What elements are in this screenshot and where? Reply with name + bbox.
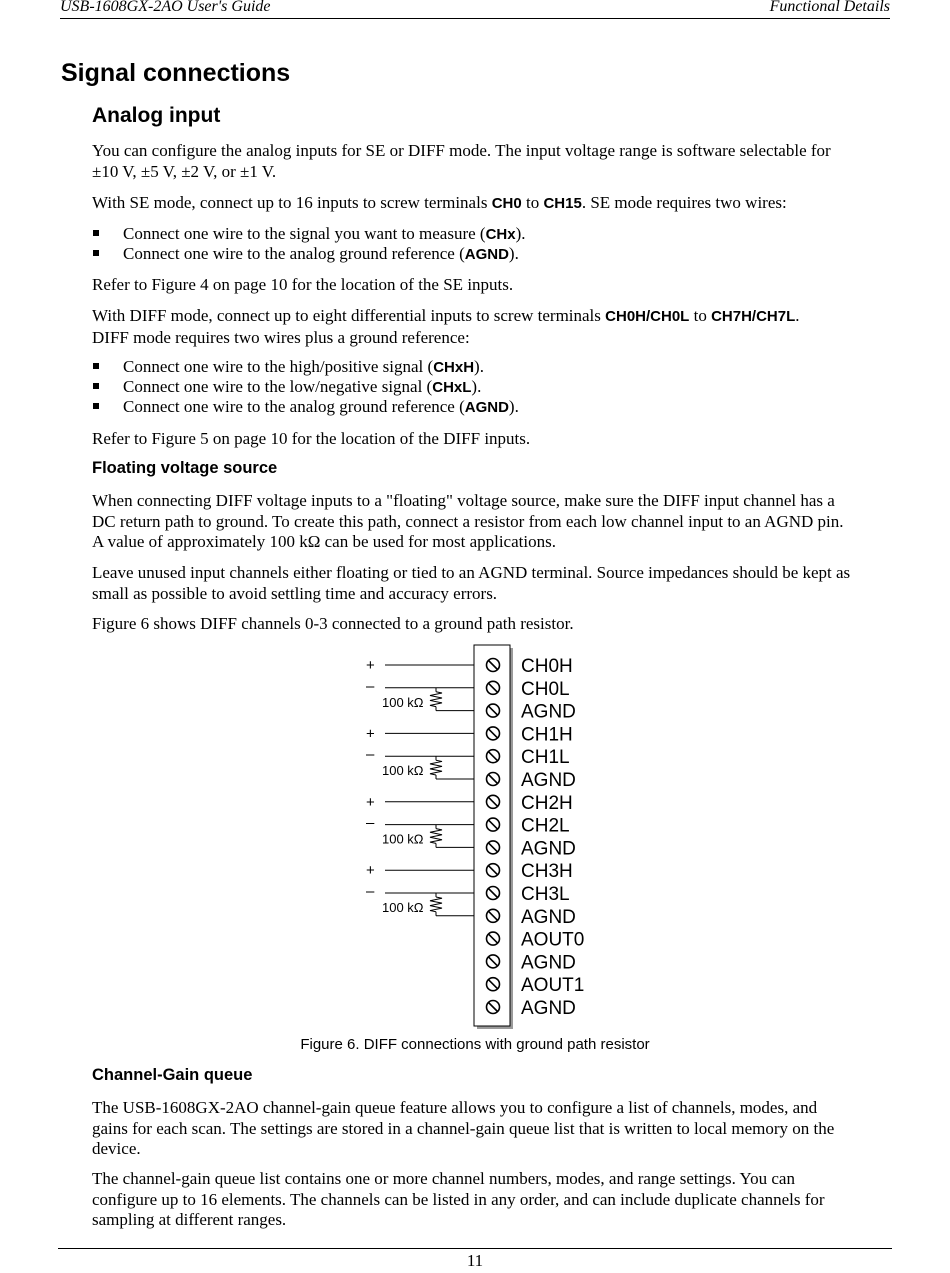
running-header-title: USB-1608GX-2AO User's Guide (60, 0, 271, 15)
floating-paragraph-3: Figure 6 shows DIFF channels 0-3 connected to a ground path resistor. (92, 614, 574, 633)
bullet-square-icon (93, 230, 99, 236)
subsection-title-analog-input: Analog input (92, 104, 221, 127)
bullet-text: Connect one wire to the low/negative signal ( (123, 377, 433, 396)
queue-paragraph-1 (92, 1098, 892, 1160)
text-line: A value of approximately 100 kΩ can be used for most applications. (92, 532, 556, 551)
subsection-title-channel-gain-queue: Channel-Gain queue (92, 1066, 253, 1084)
bullet-square-icon (93, 250, 99, 256)
terminal-label: AGND (521, 701, 576, 723)
bullet-text: Connect one wire to the high/positive signal ( (123, 357, 434, 376)
text-line: ±10 V, ±5 V, ±2 V, or ±1 V. (92, 161, 277, 181)
terminal-label: AOUT1 (521, 975, 585, 997)
bullet-bold: CHx (485, 226, 516, 243)
section-title: Signal connections (61, 59, 291, 87)
bullet-square-icon (93, 403, 99, 409)
resistor-symbol (430, 897, 442, 912)
text-line: Leave unused input channels either floating or tied to an AGND terminal. Source impedances should be kept as (92, 563, 851, 582)
running-header-section: Functional Details (769, 0, 890, 15)
text-line: You can configure the analog inputs for SE or DIFF mode. The input voltage range is software selectable for (92, 141, 831, 160)
terminal-ref: CH0H/CH0L (605, 308, 690, 325)
bullet-bold: AGND (464, 399, 509, 416)
diff-bullet (92, 377, 481, 398)
plus-sign: + (366, 657, 375, 674)
text-line: configure up to 16 elements. The channels can be listed in any order, and can include duplicate channels for (92, 1189, 825, 1209)
resistor-label: 100 kΩ (382, 831, 424, 847)
text-run: to (689, 306, 712, 325)
bullet-end: ). (474, 357, 484, 376)
bullet-end: ). (508, 244, 519, 263)
plus-sign: + (366, 862, 375, 880)
text-run: With SE mode, connect up to 16 inputs to screw terminals (92, 193, 492, 212)
resistor-symbol (430, 829, 442, 844)
terminal-label: AGND (521, 952, 576, 974)
text-line: DIFF mode requires two wires plus a ground reference: (92, 327, 470, 347)
se-bullet (92, 224, 526, 245)
se-reference-paragraph: Refer to Figure 4 on page 10 for the location of the SE inputs. (92, 275, 514, 294)
bullet-end: ). (508, 397, 519, 416)
resistor-symbol (430, 692, 442, 707)
terminal-label: AGND (521, 998, 576, 1019)
bullet-text: Connect one wire to the signal you want to measure ( (123, 224, 486, 243)
footer-rule (58, 1248, 892, 1249)
resistor-label: 100 kΩ (382, 763, 424, 779)
minus-sign: – (366, 883, 375, 900)
plus-sign: + (366, 793, 375, 811)
resistor-label: 100 kΩ (382, 694, 424, 710)
minus-sign: – (366, 677, 375, 695)
terminal-label: CH1H (521, 724, 573, 746)
terminal-label: CH3H (521, 861, 573, 883)
terminal-block (474, 645, 510, 1026)
header-rule (60, 18, 890, 19)
bullet-text: Connect one wire to the analog ground reference ( (123, 397, 465, 416)
terminal-ref: CH7H/CH7L (711, 308, 796, 325)
subsection-title-floating: Floating voltage source (92, 459, 278, 477)
text-line: device. (92, 1139, 141, 1158)
terminal-label: CH1L (521, 747, 570, 769)
floating-paragraph-1 (92, 491, 892, 553)
text-line: sampling at different ranges. (92, 1210, 287, 1229)
bullet-end: ). (515, 224, 526, 243)
text-run: . SE mode requires two wires: (581, 193, 787, 212)
bullet-square-icon (93, 363, 99, 369)
diff-connection-diagram (0, 640, 950, 1032)
queue-paragraph-2 (92, 1169, 892, 1231)
text-line: When connecting DIFF voltage inputs to a "floating" voltage source, make sure the DIFF input channel has a (92, 491, 835, 510)
resistor-label: 100 kΩ (382, 900, 424, 915)
floating-paragraph-2 (92, 563, 892, 604)
page-number: 11 (466, 1251, 484, 1270)
terminal-label: CH3L (521, 884, 570, 905)
text-line: The USB-1608GX-2AO channel-gain queue feature allows you to configure a list of channels, modes, and (92, 1098, 818, 1117)
bullet-bold: AGND (464, 246, 509, 263)
text-line: small as possible to avoid settling time and accuracy errors. (92, 583, 498, 603)
terminal-label: CH2L (521, 815, 570, 837)
text-line: DC return path to ground. To create this path, connect a resistor from each low channel input to an AGND pin. (92, 511, 844, 531)
text-run: . (795, 306, 800, 325)
diff-reference-paragraph: Refer to Figure 5 on page 10 for the location of the DIFF inputs. (92, 429, 531, 448)
terminal-label: AGND (521, 906, 576, 928)
diff-bullet (92, 397, 519, 418)
text-run: to (521, 193, 544, 212)
text-line: The channel-gain queue list contains one or more channel numbers, modes, and range settings. You can (92, 1169, 795, 1188)
terminal-label: CH2H (521, 792, 573, 814)
bullet-bold: CHxH (433, 359, 475, 376)
minus-sign: – (366, 746, 375, 764)
terminal-label: AGND (521, 838, 576, 860)
text-run: With DIFF mode, connect up to eight differential inputs to screw terminals (92, 306, 606, 325)
resistor-symbol (430, 760, 442, 775)
text-line: gains for each scan. The settings are stored in a channel-gain queue list that is written to local memory on the (92, 1118, 835, 1138)
analog-input-paragraph-1 (92, 141, 892, 182)
terminal-label: CH0L (521, 678, 570, 700)
figure-caption: Figure 6. DIFF connections with ground path resistor (300, 1036, 650, 1053)
se-mode-paragraph (92, 193, 892, 215)
terminal-ref: CH0 (491, 195, 522, 212)
terminal-label: AOUT0 (521, 929, 585, 951)
se-bullet (92, 244, 519, 265)
bullet-text: Connect one wire to the analog ground reference ( (123, 244, 465, 263)
bullet-end: ). (471, 377, 482, 396)
bullet-bold: CHxL (432, 379, 472, 396)
terminal-ref: CH15 (543, 195, 582, 212)
diff-bullet (92, 357, 484, 378)
terminal-label: CH0H (521, 656, 573, 677)
minus-sign: – (366, 814, 375, 832)
terminal-label: AGND (521, 770, 576, 791)
bullet-square-icon (93, 383, 99, 389)
plus-sign: + (366, 725, 375, 743)
diff-mode-paragraph (92, 306, 892, 348)
